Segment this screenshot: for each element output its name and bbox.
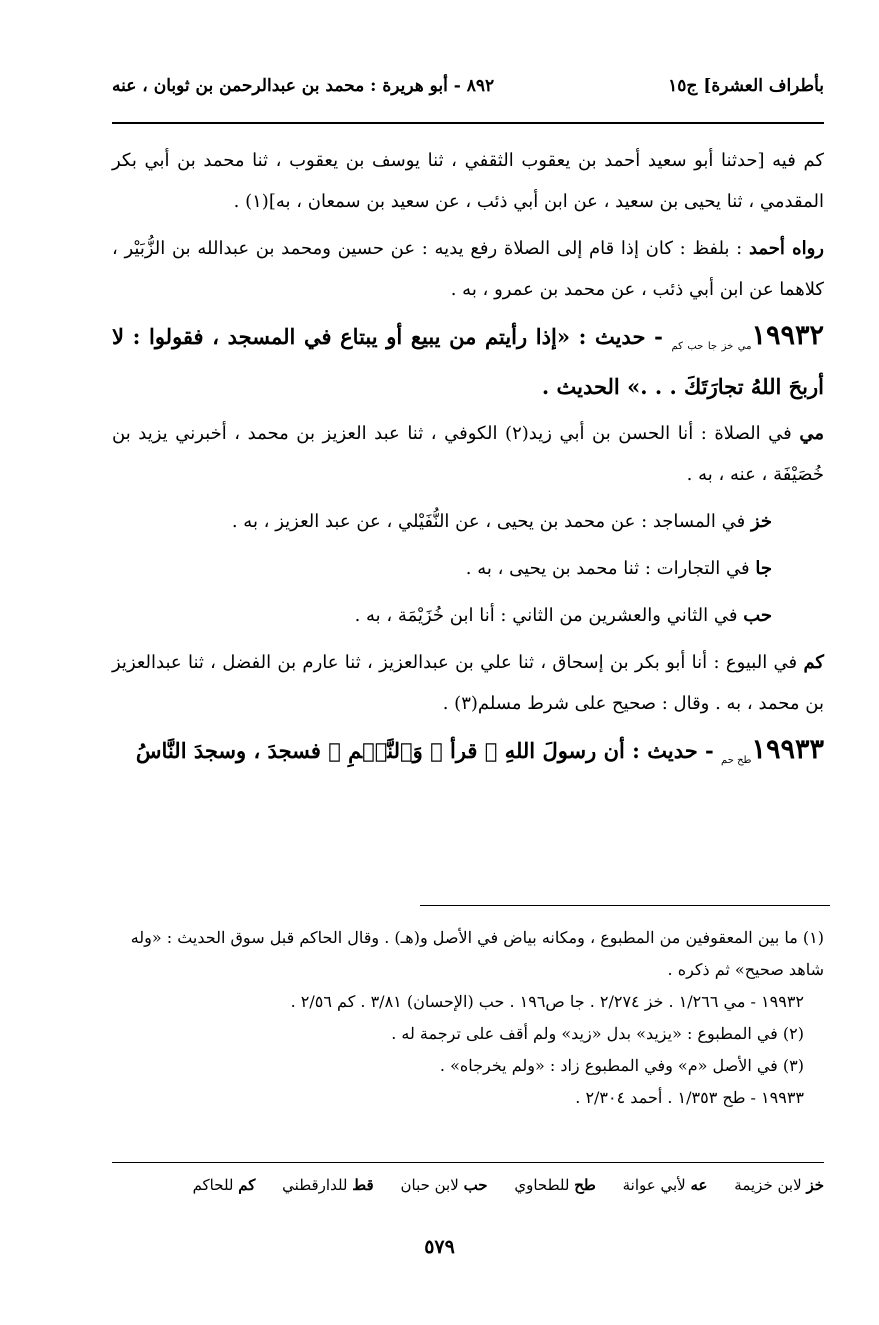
footnote-2: (٢) في المطبوع : «يزيد» بدل «زيد» ولم أقف على ترجمة له . xyxy=(391,1024,804,1043)
legend-item xyxy=(734,1176,824,1194)
footnote-3: (٣) في الأصل «م» وفي المطبوع زاد : «ولم يخرجاه» . xyxy=(439,1056,804,1075)
source-km xyxy=(112,642,824,724)
abbreviation-legend xyxy=(112,1176,824,1194)
hadith-number: ١٩٩٣٢ xyxy=(751,320,825,351)
legend-name: لابن حبان xyxy=(400,1176,459,1194)
legend-abbr: خز xyxy=(806,1176,824,1194)
source-sigla: خز xyxy=(750,511,772,533)
paragraph-ahmad xyxy=(112,228,824,310)
footnote-ref-19933: ١٩٩٣٣ - طح ١/٣٥٣ . أحمد ٢/٣٠٤ . xyxy=(575,1088,804,1107)
legend-name: لابن خزيمة xyxy=(734,1176,802,1194)
legend-name: للدارقطني xyxy=(282,1176,348,1194)
source-text: في الصلاة : أنا الحسن بن أبي زيد(٢) الكوفي ، ثنا عبد العزيز بن محمد ، أخبرني يزيد بن خُصَيْفَة ، عنه ، به . xyxy=(112,423,824,486)
legend-rule xyxy=(112,1162,824,1163)
hadith-number: ١٩٩٣٣ xyxy=(751,734,824,766)
main-text xyxy=(112,140,824,787)
footnote-rule xyxy=(420,905,830,906)
header-title: بأطراف العشرة] ج١٥ xyxy=(668,76,824,96)
running-header xyxy=(112,70,824,110)
header-rule xyxy=(112,122,824,124)
source-sigla: مي xyxy=(799,423,824,445)
source-sigla: حب xyxy=(743,605,772,627)
source-text: في الثاني والعشرين من الثاني : أنا ابن خُزَيْمَة ، به . xyxy=(354,605,738,627)
ahmad-lead: رواه أحمد xyxy=(748,238,824,259)
legend-abbr: كم xyxy=(238,1176,256,1194)
legend-item xyxy=(623,1176,708,1194)
page-number: ٥٧٩ xyxy=(424,1236,455,1258)
legend-name: للحاكم xyxy=(192,1176,234,1194)
legend-abbr: حب xyxy=(463,1176,488,1194)
source-sigla: كم xyxy=(803,652,825,674)
ahmad-text: : بلفظ : كان إذا قام إلى الصلاة رفع يديه : عن حسين ومحمد بن عبدالله بن الزُّبَيْر ، كلاهما عن ابن أبي ذئب ، عن محمد بن عمرو ، به . xyxy=(112,238,824,300)
hadith-19932 xyxy=(112,316,824,407)
hadith-sigla: طح حم xyxy=(721,755,752,767)
legend-name: للطحاوي xyxy=(514,1176,570,1194)
legend-item xyxy=(282,1176,374,1194)
source-text: في البيوع : أنا أبو بكر بن إسحاق ، ثنا علي بن عبدالعزيز ، ثنا عارم بن الفضل ، ثنا عبدالعزيز بن محمد ، به . وقال : صحيح على شرط مسلم(٣) . xyxy=(112,652,824,715)
legend-item xyxy=(193,1176,256,1194)
legend-item xyxy=(400,1176,487,1194)
source-hb xyxy=(112,595,824,636)
paragraph-kam-isnad: كم فيه [حدثنا أبو سعيد أحمد بن يعقوب الثقفي ، ثنا يوسف بن يعقوب ، ثنا محمد بن أبي بكر المقدمي ، ثنا يحيى بن سعيد ، عن ابن أبي ذئب ، عن سعيد بن سمعان ، به](١) . xyxy=(112,150,824,212)
footnote-1: (١) ما بين المعقوفين من المطبوع ، ومكانه بياض في الأصل و(هـ) . وقال الحاكم قبل سوق الحديث : «وله شاهد صحيح» ثم ذكره . xyxy=(130,928,824,979)
source-ja xyxy=(112,548,824,589)
legend-abbr: طح xyxy=(574,1176,596,1194)
header-running-head: ٨٩٢ - أبو هريرة : محمد بن عبدالرحمن بن ثوبان ، عنه xyxy=(112,76,495,96)
hadith-text: - حديث : «إذا رأيتم من يبيع أو يبتاع في المسجد ، فقولوا : لا أربحَ اللهُ تجارَتَكَ . . .» الحديث . xyxy=(112,324,824,400)
legend-name: لأبي عوانة xyxy=(622,1176,686,1194)
source-text: في التجارات : ثنا محمد بن يحيى ، به . xyxy=(465,558,750,580)
hadith-text: - حديث : أن رسولَ اللهِ ﷺ قرأ ﴿ وَٱلنَّجۡمِ ﴾ فسجدَ ، وسجدَ النَّاسُ xyxy=(135,738,714,764)
source-mi xyxy=(112,413,824,495)
source-khz xyxy=(112,501,824,542)
legend-item xyxy=(514,1176,595,1194)
hadith-sigla: مي خز جا حب كم xyxy=(671,341,752,353)
source-sigla: جا xyxy=(755,558,772,580)
source-text: في المساجد : عن محمد بن يحيى ، عن النُّفَيْلي ، عن عبد العزيز ، به . xyxy=(231,511,746,533)
hadith-19933 xyxy=(112,730,824,781)
legend-abbr: قط xyxy=(352,1176,374,1194)
footnotes xyxy=(112,922,824,1114)
legend-abbr: عه xyxy=(690,1176,708,1194)
footnote-ref-19932: ١٩٩٣٢ - مي ١/٢٦٦ . خز ٢/٢٧٤ . جا ص١٩٦ . حب (الإحسان) ٣/٨١ . كم ٢/٥٦ . xyxy=(290,992,804,1011)
